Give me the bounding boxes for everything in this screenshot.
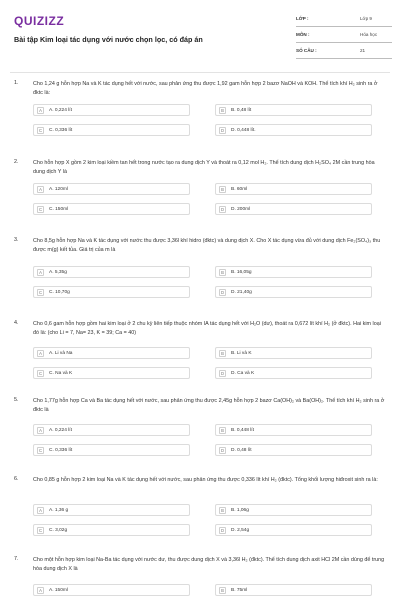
question-number: 1. <box>14 80 19 86</box>
option-label: A. 120ml <box>49 187 68 192</box>
option-label: C. Na và K <box>49 371 73 376</box>
option-d[interactable] <box>215 203 372 215</box>
option-d[interactable] <box>215 367 372 379</box>
option-label: B. 60ml <box>231 187 248 192</box>
option-label: C. 0,336 lít <box>49 448 73 453</box>
option-label: D. 2,54g <box>231 528 250 533</box>
option-letter: C <box>38 207 43 212</box>
option-label: D. 21,40g <box>231 290 252 295</box>
option-d[interactable] <box>215 286 372 298</box>
meta-row-subject <box>296 29 392 43</box>
question-number: 3. <box>14 237 19 243</box>
option-letter: D <box>220 290 225 295</box>
option-label: B. 75ml <box>231 588 248 593</box>
option-label: D. 0,448 lít. <box>231 128 256 133</box>
option-label: C. 150ml <box>49 207 69 212</box>
option-letter: A <box>37 507 44 514</box>
option-label: A. 0,224 lít <box>49 108 72 113</box>
option-d[interactable] <box>215 524 372 536</box>
option-letter: B <box>219 507 226 514</box>
question-number: 4. <box>14 320 19 326</box>
question-number: 2. <box>14 159 19 165</box>
meta-key: MÔN : <box>296 32 310 37</box>
option-a[interactable] <box>33 104 190 116</box>
option-b[interactable] <box>215 183 372 195</box>
option-letter: B <box>219 186 226 193</box>
option-letter: D <box>220 528 225 533</box>
option-label: A. 1,36 g <box>49 508 69 513</box>
option-a[interactable] <box>33 183 190 195</box>
option-letter: C <box>38 528 43 533</box>
question-text: Cho một hỗn hợp kim loại Na-Ba tác dụng với nước dư, thu được dung dịch X và 3,36l H₂ (đktc). Thể tích dung dịch axit HCl 2M cần dùng để trung hòa dung dịch X là <box>33 557 385 572</box>
question-text: Cho hỗn hợp X gồm 2 kim loại kiềm tan hết trong nước tạo ra dung dịch Y và thoát ra 0,12 mol H₂. Thể tích dung dịch H₂SO₄ 2M cần trung hòa dung dịch Y là <box>33 160 375 175</box>
question-text: Cho 1,24 g hỗn hợp Na và K tác dụng hết với nước, sau phản ứng thu được 1,92 gam hỗn hợp 2 bazơ NaOH và KOH. Thể tích khí H₂ sinh ra ở đktc là: <box>33 81 378 96</box>
option-letter: D <box>220 448 225 453</box>
option-letter: A <box>37 587 44 594</box>
option-label: A. 150ml <box>49 588 68 593</box>
option-letter: D <box>220 371 225 376</box>
meta-value: Hóa học <box>360 32 378 37</box>
option-label: D. Ca và K <box>231 371 255 376</box>
question-text: Cho 8,5g hỗn hợp Na và K tác dụng với nước thu được 3,36l khí hidro (đktc) và dung dịch X. Cho X tác dụng vừa đủ với dung dịch Fe₂(SO₄)₃ thu được m(g) kết tủa. Giá trị của m là <box>33 238 381 253</box>
quizizz-logo: QUIZIZZ <box>14 14 65 28</box>
option-letter: A <box>37 107 44 114</box>
option-letter: B <box>219 587 226 594</box>
option-letter: C <box>38 128 43 133</box>
option-a[interactable] <box>33 424 190 436</box>
meta-key: SỐ CÂU : <box>296 48 317 53</box>
option-a[interactable] <box>33 504 190 516</box>
meta-row-class <box>296 13 392 27</box>
meta-value: 21 <box>360 48 366 53</box>
option-letter: C <box>38 371 43 376</box>
question-number: 6. <box>14 476 19 482</box>
option-letter: C <box>38 448 43 453</box>
option-d[interactable] <box>215 444 372 456</box>
option-label: A. 0,224 lít <box>49 428 72 433</box>
option-label: B. 16,05g <box>231 270 252 275</box>
option-label: D. 0,48 lít <box>231 448 252 453</box>
question-text: Cho 1,77g hỗn hợp Ca và Ba tác dụng hết với nước, sau phản ứng thu được 2,45g hỗn hợp 2 bazơ Ca(OH)₂ và Ba(OH)₂. Thể tích khí H₂ sinh ra ở đktc là <box>33 398 385 413</box>
option-label: B. 0,448 lít <box>231 428 254 433</box>
option-a[interactable] <box>33 347 190 359</box>
option-letter: D <box>220 128 225 133</box>
option-label: B. Li và K <box>231 351 252 356</box>
option-b[interactable] <box>215 584 372 596</box>
option-letter: B <box>219 350 226 357</box>
header-divider <box>10 72 390 73</box>
option-letter: D <box>220 207 225 212</box>
option-b[interactable] <box>215 424 372 436</box>
option-c[interactable] <box>33 286 190 298</box>
question-number: 5. <box>14 397 19 403</box>
option-c[interactable] <box>33 367 190 379</box>
option-a[interactable] <box>33 266 190 278</box>
option-c[interactable] <box>33 124 190 136</box>
worksheet-header <box>0 0 400 62</box>
option-letter: B <box>219 427 226 434</box>
option-letter: A <box>37 427 44 434</box>
option-letter: B <box>219 107 226 114</box>
option-b[interactable] <box>215 347 372 359</box>
option-b[interactable] <box>215 266 372 278</box>
option-b[interactable] <box>215 504 372 516</box>
meta-key: LỚP : <box>296 16 309 21</box>
question-text: Cho 0,85 g hỗn hợp 2 kim loại Na và K tác dụng hết với nước, sau phản ứng thu được 0,336 lít khí H₂ (đktc). Tổng khối lượng hiđroxit sinh ra là: <box>33 477 378 483</box>
option-c[interactable] <box>33 444 190 456</box>
page-title: Bài tập Kim loại tác dụng với nước chọn lọc, có đáp án <box>14 35 203 44</box>
option-label: C. 3,02g <box>49 528 68 533</box>
option-letter: B <box>219 269 226 276</box>
question-number: 7. <box>14 556 19 562</box>
option-letter: C <box>38 290 43 295</box>
meta-value: Lớp 9 <box>360 16 372 21</box>
option-label: C. 0,336 lít <box>49 128 73 133</box>
option-b[interactable] <box>215 104 372 116</box>
meta-row-count <box>296 45 392 59</box>
option-letter: A <box>37 186 44 193</box>
option-d[interactable] <box>215 124 372 136</box>
option-a[interactable] <box>33 584 190 596</box>
option-label: B. 1,06g <box>231 508 249 513</box>
option-label: D. 200ml <box>231 207 251 212</box>
option-c[interactable] <box>33 524 190 536</box>
option-label: A. 5,35g <box>49 270 67 275</box>
option-letter: A <box>37 350 44 357</box>
option-letter: A <box>37 269 44 276</box>
question-text: Cho 0,6 gam hỗn hợp gồm hai kim loại ở 2 chu kỳ liên tiếp thuộc nhóm IA tác dụng hết với H₂O (dư), thoát ra 0,672 lít khí H₂ (ở đktc). Hai kim loại đó là: (cho Li = 7, Na= 23, K = 39; Ca = 40) <box>33 321 381 336</box>
option-label: B. 0,48 lít <box>231 108 252 113</box>
option-c[interactable] <box>33 203 190 215</box>
worksheet-meta <box>296 13 392 61</box>
option-label: A. Li và Na <box>49 351 73 356</box>
option-label: C. 10,70g <box>49 290 70 295</box>
